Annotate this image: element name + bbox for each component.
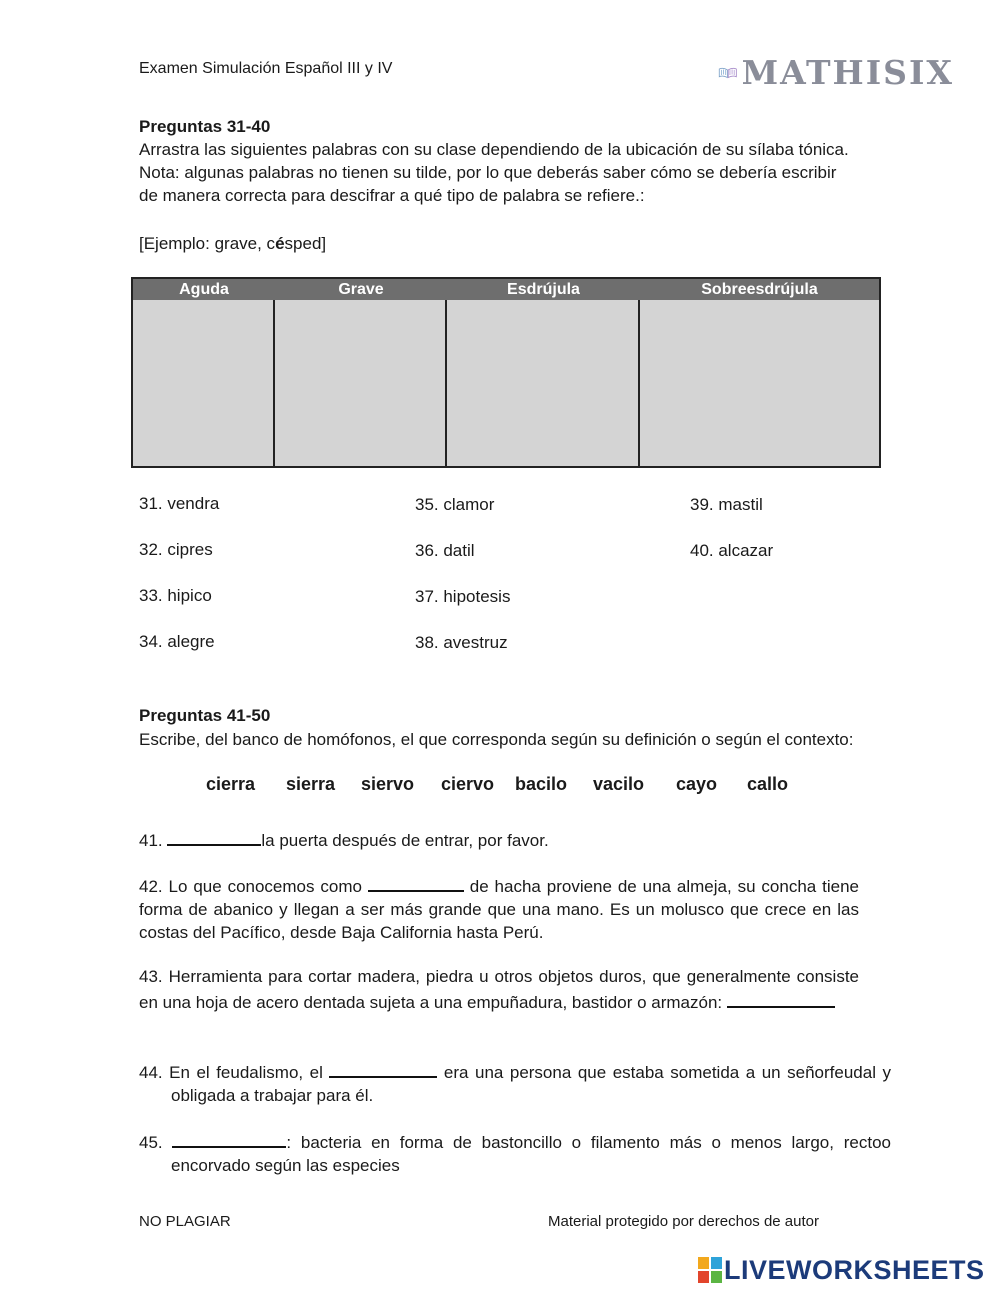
- question-41: 41. la puerta después de entrar, por favor.: [139, 826, 859, 852]
- liveworksheets-icon: [698, 1257, 722, 1283]
- homophone-word: siervo: [361, 774, 415, 794]
- section2-title: Preguntas 41-50: [139, 706, 271, 725]
- book-icon: [718, 57, 738, 87]
- draggable-word[interactable]: 40. alcazar: [690, 541, 774, 560]
- draggable-word[interactable]: 31. vendra: [139, 494, 220, 513]
- column-sobreesdrujula: Sobreesdrújula: [701, 280, 818, 298]
- column-grave: Grave: [338, 280, 384, 298]
- drop-zone-aguda[interactable]: [133, 300, 275, 466]
- homophone-word: cayo: [676, 774, 718, 794]
- answer-blank-44[interactable]: [329, 1058, 437, 1078]
- draggable-word[interactable]: 37. hipotesis: [415, 587, 511, 606]
- question-42: 42. Lo que conocemos como de hacha proviene de una almeja, su concha tiene forma de abanico y llegan a ser más grande que una mano. Es un molusco que crece en las costas del Pacífico, desde Baja California hasta Perú.: [139, 872, 859, 944]
- draggable-word[interactable]: 32. cipres: [139, 540, 213, 559]
- answer-blank-42[interactable]: [368, 872, 464, 892]
- draggable-word[interactable]: 34. alegre: [139, 632, 215, 651]
- answer-blank-41[interactable]: [167, 826, 261, 846]
- draggable-word[interactable]: 33. hipico: [139, 586, 212, 605]
- homophone-word: callo: [747, 774, 789, 794]
- homophone-word: vacilo: [593, 774, 645, 794]
- drop-zone-sobreesdrujula[interactable]: [640, 300, 879, 466]
- mathisix-logo: [718, 52, 954, 92]
- draggable-word[interactable]: 38. avestruz: [415, 633, 508, 652]
- section2-instructions: Escribe, del banco de homófonos, el que corresponda según su definición o según el contexto:: [139, 730, 854, 749]
- section1-example: [Ejemplo: grave, césped]: [139, 234, 327, 253]
- header-title: Examen Simulación Español III y IV: [139, 60, 393, 77]
- column-esdrujula: Esdrújula: [507, 280, 580, 298]
- classification-table: [131, 277, 881, 468]
- column-aguda: Aguda: [179, 280, 229, 298]
- draggable-word[interactable]: 36. datil: [415, 541, 475, 560]
- section1-title: Preguntas 31-40: [139, 117, 271, 136]
- answer-blank-45[interactable]: [172, 1128, 286, 1148]
- question-43: 43. Herramienta para cortar madera, piedra u otros objetos duros, que generalmente consiste en una hoja de acero dentada sujeta a una empuñadura, bastidor o armazón:: [139, 967, 859, 1012]
- liveworksheets-brand: [698, 1252, 985, 1288]
- homophone-word: cierra: [206, 774, 256, 794]
- drop-zone-esdrujula[interactable]: [447, 300, 640, 466]
- answer-blank-43[interactable]: [727, 988, 835, 1008]
- table-header: [133, 279, 879, 300]
- question-44: 44. En el feudalismo, el era una persona que estaba sometida a un señorfeudal y obligada a trabajar para él.: [139, 1058, 891, 1107]
- section1-instructions: Arrastra las siguientes palabras con su clase dependiendo de la ubicación de su sílaba tónica. Nota: algunas palabras no tienen su tilde, por lo que deberás saber cómo se debería escribir de manera correcta para descifrar a qué tipo de palabra se refiere.:: [139, 140, 849, 205]
- drop-zone-grave[interactable]: [275, 300, 447, 466]
- draggable-word[interactable]: 35. clamor: [415, 495, 495, 514]
- homophone-word: sierra: [286, 774, 336, 794]
- homophone-word: ciervo: [441, 774, 495, 794]
- liveworksheets-text: LIVEWORKSHEETS: [724, 1254, 985, 1285]
- footer-right: Material protegido por derechos de autor: [548, 1213, 819, 1230]
- logo-text: MATHISIX: [741, 52, 954, 92]
- question-45: 45. : bacteria en forma de bastoncillo o filamento más o menos largo, rectoo encorvado según las especies: [139, 1128, 891, 1177]
- footer-left: NO PLAGIAR: [139, 1213, 231, 1230]
- draggable-word[interactable]: 39. mastil: [690, 495, 763, 514]
- homophone-word: bacilo: [515, 774, 568, 794]
